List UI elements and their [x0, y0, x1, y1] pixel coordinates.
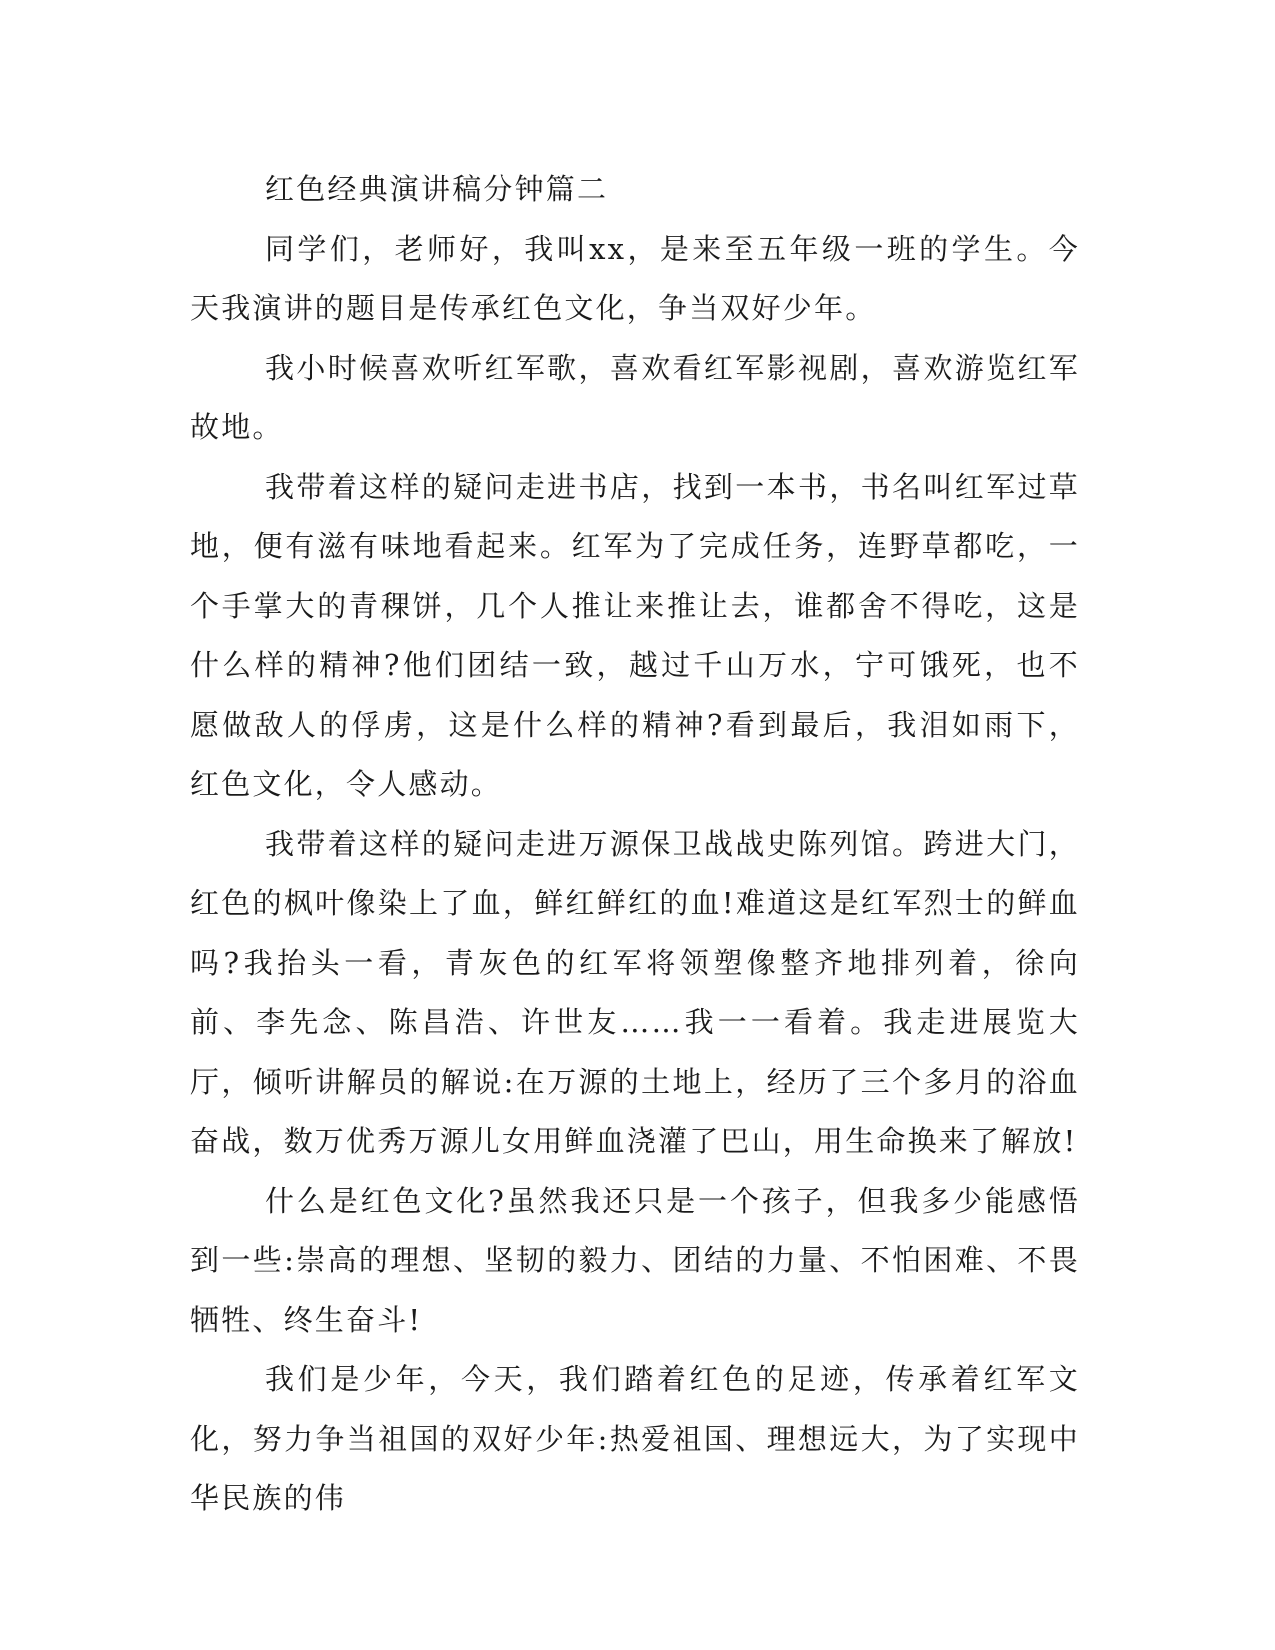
paragraph-5: 什么是红色文化?虽然我还只是一个孩子，但我多少能感悟到一些:崇高的理想、坚韧的毅力、团结的力量、不怕困难、不畏牺牲、终生奋斗!	[190, 1183, 1080, 1337]
paragraph-6: 我们是少年，今天，我们踏着红色的足迹，传承着红军文化，努力争当祖国的双好少年:热爱祖国、理想远大，为了实现中华民族的伟	[190, 1362, 1080, 1515]
paragraph-1: 同学们，老师好，我叫xx，是来至五年级一班的学生。今天我演讲的题目是传承红色文化，争当双好少年。	[190, 231, 1080, 325]
document-title: 红色经典演讲稿分钟篇二	[265, 172, 609, 206]
paragraph-2: 我小时候喜欢听红军歌，喜欢看红军影视剧，喜欢游览红军故地。	[190, 350, 1080, 444]
paragraph-4: 我带着这样的疑问走进万源保卫战战史陈列馆。跨进大门，红色的枫叶像染上了血，鲜红鲜红的血!难道这是红军烈士的鲜血吗?我抬头一看，青灰色的红军将领塑像整齐地排列着，徐向前、李先念、陈昌浩、许世友……我一一看着。我走进展览大厅，倾听讲解员的解说:在万源的土地上，经历了三个多月的浴血奋战，数万优秀万源儿女用鲜血浇灌了巴山，用生命换来了解放!	[190, 826, 1080, 1158]
paragraph-3: 我带着这样的疑问走进书店，找到一本书，书名叫红军过草地，便有滋有味地看起来。红军为了完成任务，连野草都吃，一个手掌大的青稞饼，几个人推让来推让去，谁都舍不得吃，这是什么样的精神?他们团结一致，越过千山万水，宁可饿死，也不愿做敌人的俘虏，这是什么样的精神?看到最后，我泪如雨下，红色文化，令人感动。	[190, 469, 1080, 801]
document-body	[190, 160, 1080, 1529]
